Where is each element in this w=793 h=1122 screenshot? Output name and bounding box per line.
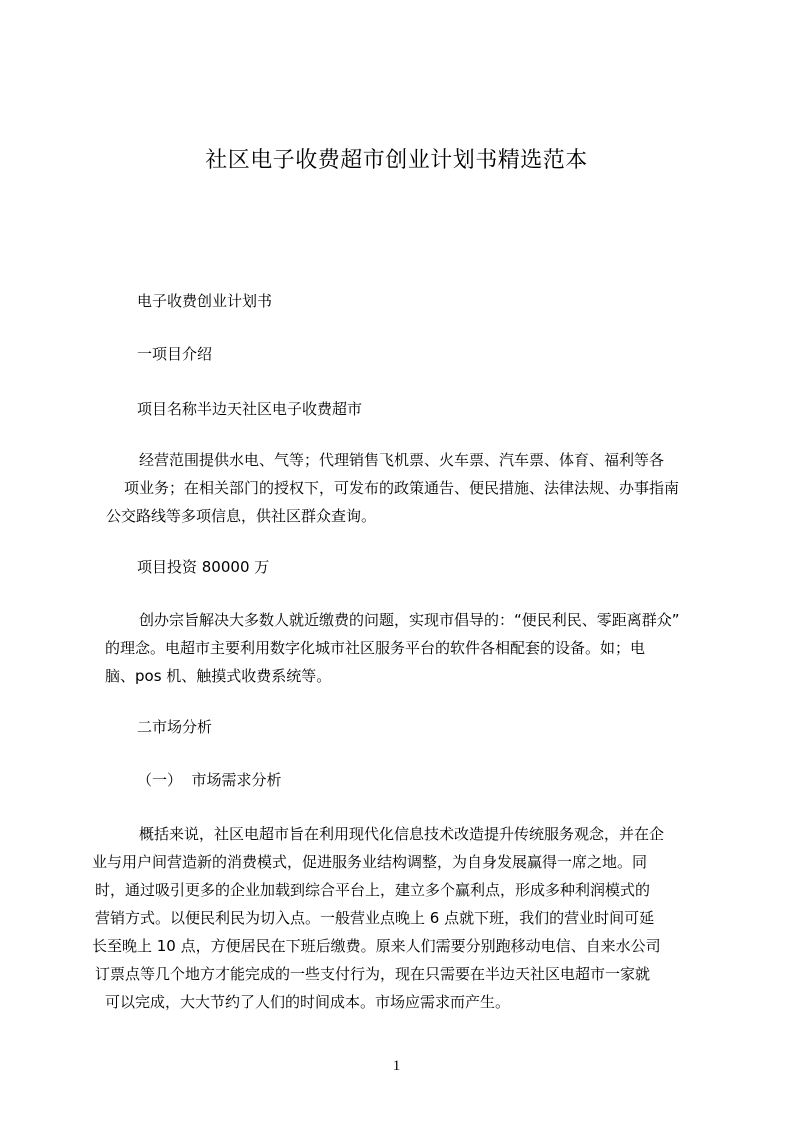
paragraph-line: 经营范围提供水电、气等；代理销售飞机票、火车票、汽车票、体育、福利等各: [139, 451, 665, 469]
project-name: 项目名称半边天社区电子收费超市: [137, 400, 363, 418]
paragraph-line: 公交路线等多项信息，供社区群众查询。: [106, 507, 377, 525]
scope-paragraph: [0, 451, 679, 535]
paragraph-line: 营销方式。以便民利民为切入点。一般营业点晚上 6 点就下班，我们的营业时间可延: [95, 909, 655, 927]
section-heading-project-intro: 一项目介绍: [137, 345, 213, 363]
paragraph-line: 项业务；在相关部门的授权下，可发布的政策通告、便民措施、法律法规、办事指南: [124, 479, 680, 497]
paragraph-line: 脑、pos 机、触摸式收费系统等。: [105, 667, 332, 685]
paragraph-line: 的理念。电超市主要利用数字化城市社区服务平台的软件各相配套的设备。如；电: [105, 639, 646, 657]
paragraph-line: 业与用户间营造新的消费模式，促进服务业结构调整，为自身发展赢得一席之地。同: [92, 853, 648, 871]
heading-plan: 电子收费创业计划书: [137, 292, 273, 310]
paragraph-line: 可以完成，大大节约了人们的时间成本。市场应需求而产生。: [105, 993, 511, 1011]
paragraph-line: 长至晚上 10 点，方便居民在下班后缴费。原来人们需要分别跑移动电信、自来水公司: [92, 937, 661, 955]
subsection-heading-demand: （一） 市场需求分析: [137, 771, 282, 789]
paragraph-line: 订票点等几个地方才能完成的一些支付行为，现在只需要在半边天社区电超市一家就: [95, 965, 651, 983]
project-investment: 项目投资 80000 万: [137, 558, 270, 576]
demand-paragraph: [0, 825, 664, 1021]
page-number: 1: [392, 1058, 401, 1074]
paragraph-line: 概括来说，社区电超市旨在利用现代化信息技术改造提升传统服务观念，并在企: [139, 825, 665, 843]
purpose-paragraph: [0, 611, 680, 695]
document-title: 社区电子收费超市创业计划书精选范本: [205, 148, 588, 173]
paragraph-line: 时，通过吸引更多的企业加载到综合平台上，建立多个赢利点，形成多种利润模式的: [95, 881, 651, 899]
paragraph-line: 创办宗旨解决大多数人就近缴费的问题，实现市倡导的：“便民利民、零距离群众”: [139, 611, 680, 629]
section-heading-market-analysis: 二市场分析: [137, 718, 213, 736]
